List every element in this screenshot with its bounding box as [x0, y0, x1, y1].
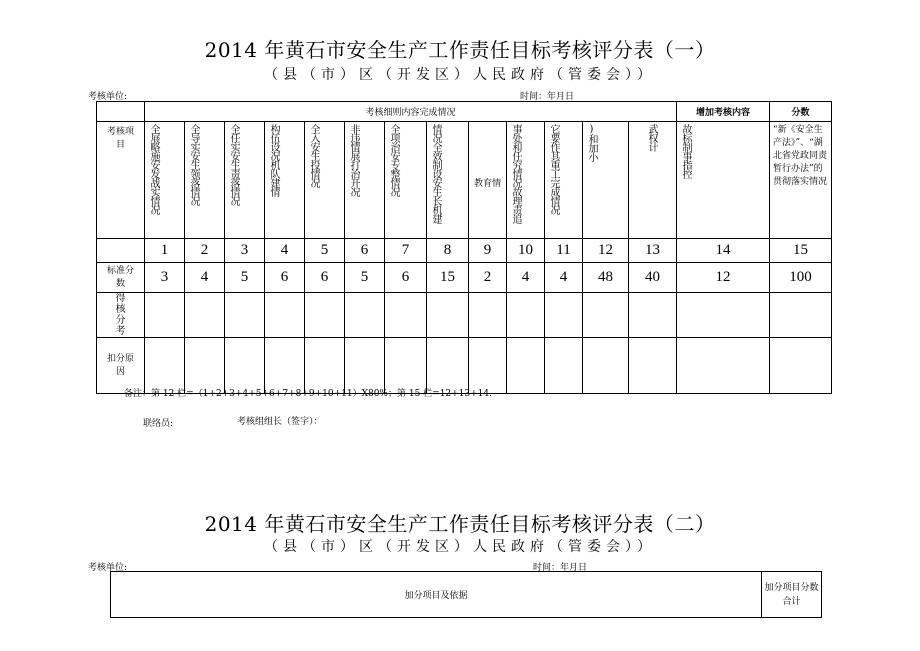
score-cell[interactable] [185, 293, 225, 338]
item-14: 故标制事指控 [680, 124, 692, 178]
form1-title: 2014 年黄石市安全生产工作责任目标考核评分表（一） [204, 38, 716, 62]
item-1: 全展略施安发战实情况 [148, 124, 159, 214]
item-6: 非违情展打治开况 [348, 124, 359, 196]
form2-time-label: 时间：年月日 [533, 563, 588, 573]
form1-note: 备注：第 12 栏=（1+2+3+4+5+6+7+8+9+10+11）X80%；第 15 栏=12+13+14. [124, 389, 492, 399]
standard-score: 2 [469, 263, 507, 293]
standard-score: 40 [629, 263, 677, 293]
col-number: 3 [225, 239, 265, 263]
col-number: 8 [427, 239, 469, 263]
form2-header-items: 加分项目及依据 [111, 572, 762, 618]
deduct-cell[interactable] [583, 338, 629, 394]
form2-table [110, 571, 822, 618]
col-number: 4 [265, 239, 305, 263]
deduct-cell[interactable] [507, 338, 545, 394]
form2-title: 2014 年黄石市安全生产工作责任目标考核评分表（二） [204, 512, 716, 536]
deduct-cell[interactable] [770, 338, 832, 394]
score-cell[interactable] [469, 293, 507, 338]
header-add: 增加考核内容 [677, 102, 770, 122]
item-2: 全导实安生领落情况 [188, 124, 199, 205]
item-10: 事处和任究情况故理责追 [510, 124, 521, 223]
score-label: 得核分考 [115, 293, 126, 337]
score-cell[interactable] [583, 293, 629, 338]
contact-label: 联络员: [143, 419, 174, 429]
standard-label: 标准分数 [106, 265, 134, 289]
standard-score: 6 [385, 263, 427, 293]
deduct-cell[interactable] [677, 338, 770, 394]
form1-time-label: 时间：年月日 [520, 92, 575, 102]
score-cell[interactable] [225, 293, 265, 338]
standard-score: 48 [583, 263, 629, 293]
standard-score: 15 [427, 263, 469, 293]
form1-unit-label: 考核单位: [88, 92, 128, 102]
row-label-item: 考核项目 [107, 127, 135, 150]
item-7: 全项治安专整情况 [388, 124, 399, 196]
header-score: 分数 [770, 102, 832, 122]
standard-score: 12 [677, 263, 770, 293]
deduct-cell[interactable] [629, 338, 677, 394]
score-cell[interactable] [305, 293, 345, 338]
item-3: 全任实安生责落情况 [228, 124, 239, 205]
item-4: 构伍设况机队建情 [268, 124, 279, 196]
col-number: 9 [469, 239, 507, 263]
col-number: 15 [770, 239, 832, 263]
standard-score: 3 [145, 263, 185, 293]
score-cell[interactable] [385, 293, 427, 338]
score-cell[interactable] [265, 293, 305, 338]
score-cell[interactable] [629, 293, 677, 338]
item-5: 全入安生投情况 [308, 124, 319, 187]
col-number: 12 [583, 239, 629, 263]
form1-subtitle: （县（市）区（开发区）人民政府（管委会）） [264, 67, 656, 83]
col-number: 7 [385, 239, 427, 263]
standard-score: 5 [225, 263, 265, 293]
col-number: 10 [507, 239, 545, 263]
standard-score: 6 [305, 263, 345, 293]
col-number: 2 [185, 239, 225, 263]
col-number: 11 [545, 239, 583, 263]
form2-unit-label: 考核单位: [88, 563, 128, 573]
item-15: “新《安全生产法》”、“湖北省党政同责暂行办法”的贯彻落实情况 [770, 122, 832, 239]
deduct-label: 扣分原因 [107, 353, 135, 377]
score-cell[interactable] [145, 293, 185, 338]
item-8: 情况全效制设安生长机建 [430, 124, 441, 223]
header-detail: 考核细则内容完成情况 [145, 102, 677, 122]
item-12: )和加小 [586, 124, 597, 161]
col-number: 5 [305, 239, 345, 263]
item-11: 它要作其重工完成情况 [548, 124, 559, 214]
score-cell[interactable] [427, 293, 469, 338]
standard-score: 4 [185, 263, 225, 293]
score-cell[interactable] [770, 293, 832, 338]
score-cell[interactable] [545, 293, 583, 338]
score-cell[interactable] [507, 293, 545, 338]
standard-score: 4 [507, 263, 545, 293]
leader-label: 考核组组长（签字）： [237, 417, 323, 427]
item-13: 武权计 [646, 124, 657, 151]
score-cell[interactable] [345, 293, 385, 338]
standard-score: 6 [265, 263, 305, 293]
form2-header-total: 加分项目分数合计 [762, 572, 822, 618]
col-number: 1 [145, 239, 185, 263]
col-number: 14 [677, 239, 770, 263]
standard-score: 5 [345, 263, 385, 293]
score-cell[interactable] [677, 293, 770, 338]
standard-score: 100 [770, 263, 832, 293]
deduct-cell[interactable] [545, 338, 583, 394]
item-9: 教育情 [473, 178, 501, 189]
col-number: 13 [629, 239, 677, 263]
standard-score: 4 [545, 263, 583, 293]
form1-table [96, 101, 832, 394]
form2-subtitle: （县（市）区（开发区）人民政府（管委会）） [264, 539, 656, 555]
col-number: 6 [345, 239, 385, 263]
